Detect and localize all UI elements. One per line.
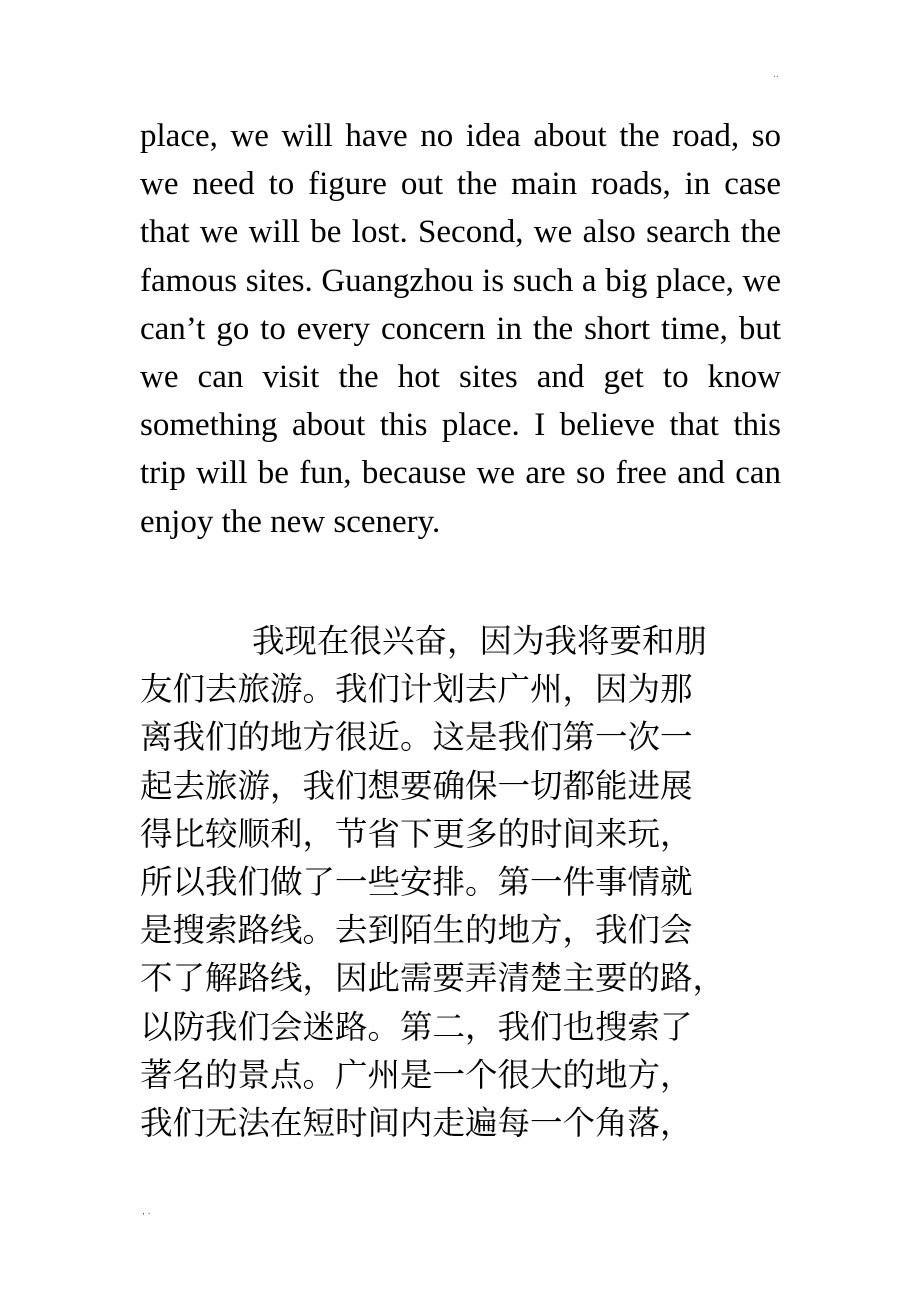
chinese-paragraph [140, 617, 780, 1147]
chinese-paragraph-line: 著名的景点。广州是一个很大的地方， [140, 1055, 693, 1094]
chinese-paragraph-line: 所以我们做了一些安排。第一件事情就 [140, 862, 693, 901]
chinese-paragraph-line: 我们无法在短时间内走遍每一个角落， [140, 1103, 693, 1142]
chinese-paragraph-line: 起去旅游，我们想要确保一切都能进展 [140, 766, 693, 805]
chinese-paragraph-line: 是搜索路线。去到陌生的地方，我们会 [140, 911, 693, 950]
chinese-paragraph-line: 不了解路线，因此需要弄清楚主要的路， [140, 959, 726, 998]
header-page-mark: .. [773, 70, 779, 80]
chinese-paragraph-line: 我现在很兴奋，因为我将要和朋 [252, 622, 708, 660]
chinese-paragraph-line: 得比较顺利，节省下更多的时间来玩， [140, 814, 693, 853]
footer-page-mark: , . [142, 1207, 151, 1217]
chinese-paragraph-line: 离我们的地方很近。这是我们第一次一 [140, 718, 693, 757]
english-paragraph: place, we will have no idea about the road, so we need to figure out the main roads, in case that we will be lost. Second, we also search the famous sites. Guangzhou is such a big place, we can’t go to every concern in the short time, but we can visit the hot sites and get to know something about this place. I believe that this trip will be fun, because we are so free and can enjoy the new scenery. [140, 118, 781, 540]
chinese-paragraph-line: 友们去旅游。我们计划去广州，因为那 [140, 670, 693, 709]
chinese-paragraph-line: 以防我们会迷路。第二，我们也搜索了 [140, 1007, 693, 1046]
